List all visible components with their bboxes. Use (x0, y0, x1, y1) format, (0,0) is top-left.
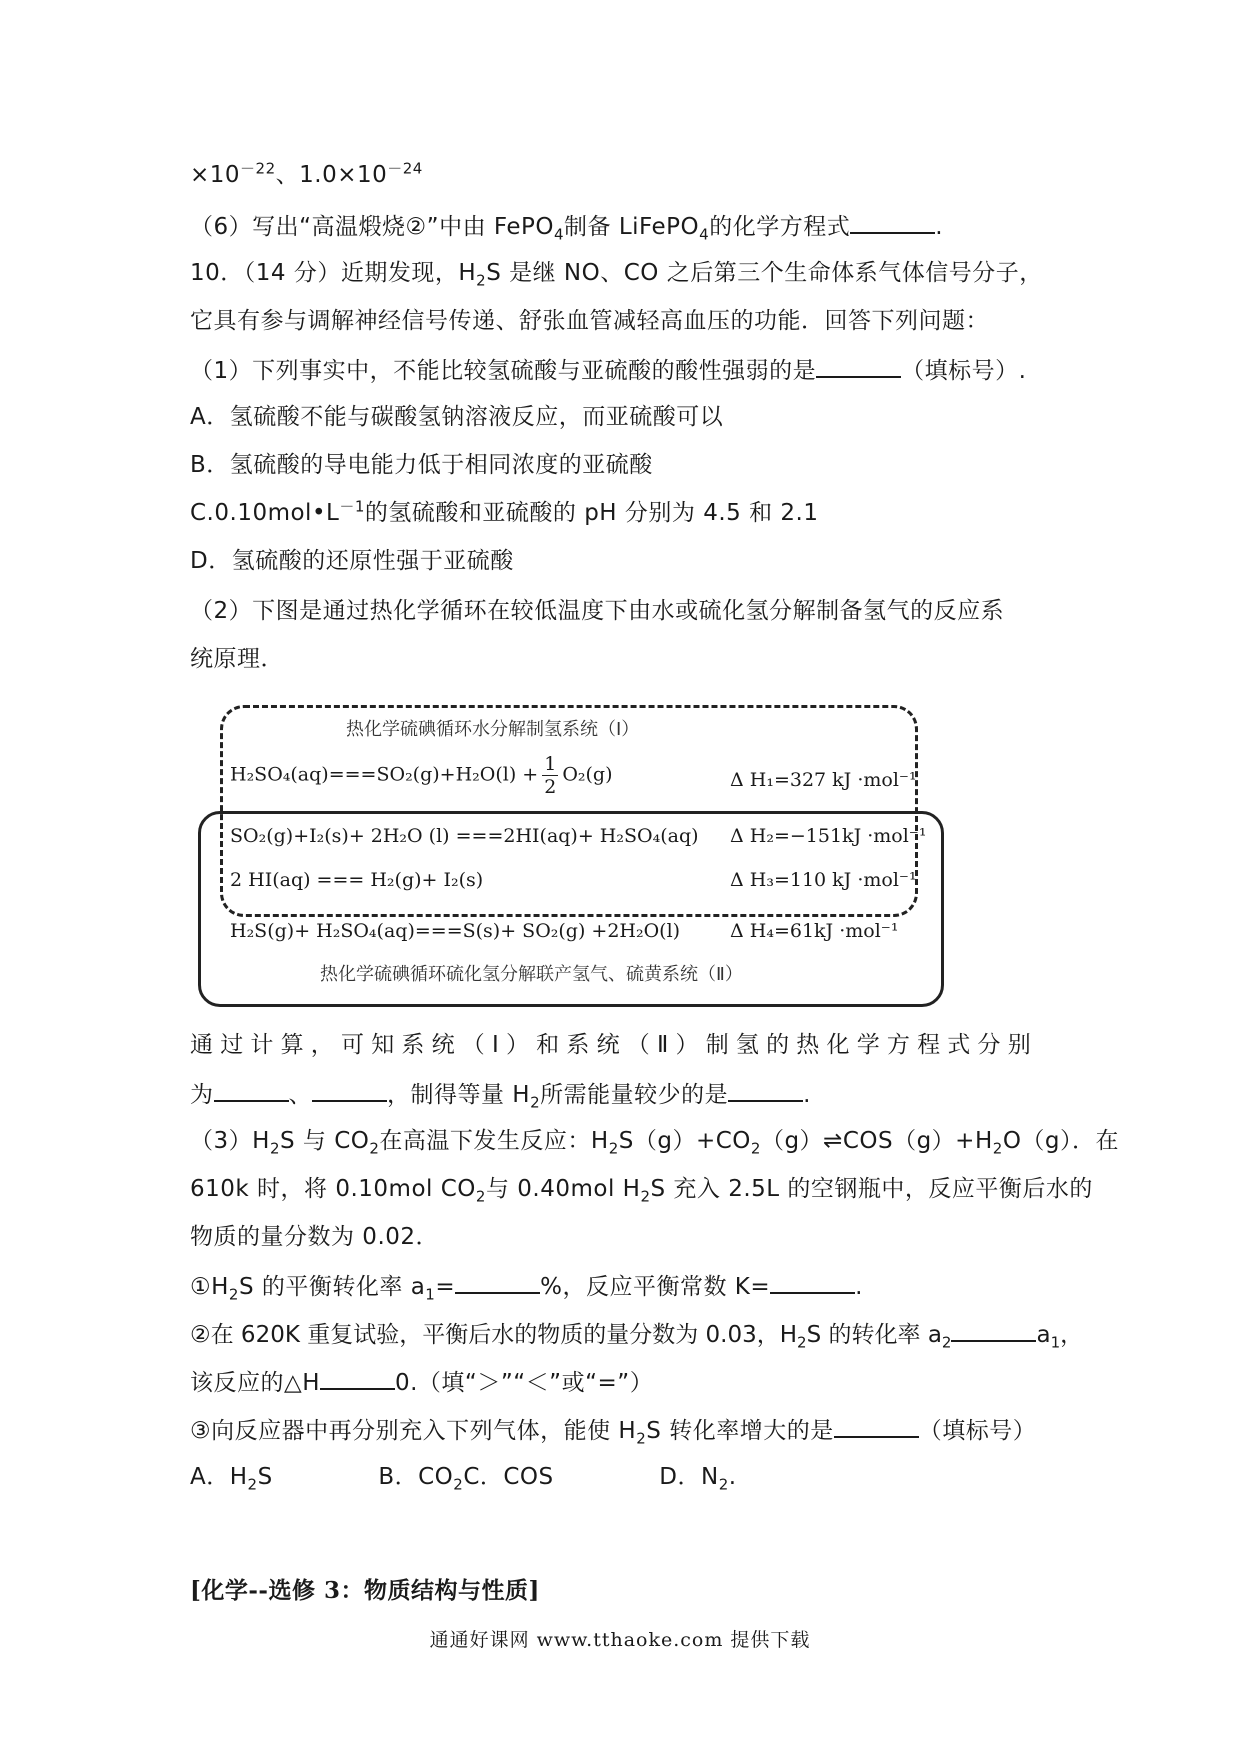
thermochemical-cycle-diagram (190, 695, 950, 1017)
answer-blank[interactable] (850, 210, 935, 234)
text: （2）下图是通过热化学循环在较低温度下由水或硫化氢分解制备氢气的反应系 (190, 598, 1005, 624)
text: 物质的量分数为 0.02． (190, 1224, 440, 1250)
text: S 是继 NO、CO 之后第三个生命体系气体信号分子， (486, 260, 1043, 286)
fraction (542, 753, 558, 798)
part-1-question (190, 354, 1026, 386)
text: = (435, 1274, 456, 1300)
option-c (190, 498, 819, 528)
superscript: －22 (240, 159, 276, 178)
part-3-question: $(3)H_2S$ 与 $CO_2$在高温下发生反应：$H_2S(g)+CO_2(g)\rightleftharpoons COS(g)+H_2O(g)$．在 (190, 1128, 1120, 1158)
equation: O₂(g) (562, 763, 613, 786)
part-3-question-cont: 610k 时，将 0.10mol $CO_2$与 0.40mol $H_2S$ 充入 2.5L 的空钢瓶中，反应平衡后水的 (190, 1176, 1093, 1206)
text: 10．（14 分）近期发现，H (190, 260, 477, 286)
answer-blank[interactable] (816, 354, 901, 378)
sub-question-3-options: A．$H_2S$ B．$CO_2C$．COS D．$N_2$. (190, 1464, 737, 1494)
text: 该反应的△H (190, 1370, 320, 1396)
text: ①H (190, 1274, 229, 1300)
answer-blank[interactable] (770, 1270, 855, 1294)
reaction-3-enthalpy: Δ H₃=110 kJ ·mol⁻¹ (730, 869, 917, 891)
text: . (855, 1274, 863, 1300)
text: O（g）．在 (1002, 1128, 1120, 1154)
text: 通过计算，可知系统（Ⅰ）和系统（Ⅱ）制氢的热化学方程式分别 (190, 1032, 1038, 1058)
reaction-4-enthalpy: Δ H₄=61kJ ·mol⁻¹ (730, 920, 899, 942)
calculation-question-cont: 为 、 ，制得等量 $H_2$所需能量较少的是 . (190, 1078, 811, 1110)
numerator: 1 (544, 753, 557, 775)
answer-blank[interactable] (834, 1414, 919, 1438)
answer-blank[interactable] (951, 1318, 1036, 1342)
text: ， (1060, 1322, 1084, 1348)
text: B．氢硫酸的导电能力低于相同浓度的亚硫酸 (190, 452, 653, 478)
sub-question-2: ②在 620K 重复试验，平衡后水的物质的量分数为 0.03，$H_2S$ 的转化率 $a_2$ $a_1$， (190, 1318, 1083, 1350)
text: （1）下列事实中，不能比较氢硫酸与亚硫酸的酸性强弱的是 (190, 358, 817, 384)
text: ③向反应器中再分别充入下列气体，能使 H (190, 1418, 637, 1444)
text: B．CO (378, 1464, 454, 1490)
text: 它具有参与调解神经信号传递、舒张血管减轻高血压的功能．回答下列问题： (190, 308, 989, 334)
equation: H₂SO₄(aq)===SO₂(g)+H₂O(l) + (230, 763, 539, 786)
text: 统原理． (190, 646, 284, 672)
superscript: －1 (339, 497, 365, 516)
option-d (190, 546, 514, 576)
answer-blank[interactable] (455, 1270, 540, 1294)
text: （g）⇌COS（g）+H (760, 1128, 993, 1154)
answer-blank[interactable] (728, 1078, 803, 1102)
reaction-4: H₂S(g)+ H₂SO₄(aq)===S(s)+ SO₂(g) +2H₂O(l) (230, 920, 681, 942)
text: ，制得等量 H (387, 1082, 531, 1108)
text: 的化学方程式 (709, 214, 851, 240)
reaction-2: SO₂(g)+I₂(s)+ 2H₂O (l) ===2HI(aq)+ H₂SO₄(aq) (230, 825, 699, 847)
text: . (935, 214, 944, 240)
option-b (190, 450, 653, 480)
text: a (1036, 1322, 1051, 1348)
question-10-body (190, 306, 989, 336)
text: ×10 (190, 162, 241, 188)
text: A．H (190, 1464, 248, 1490)
text: 为 (190, 1082, 214, 1108)
answer-blank[interactable] (214, 1078, 289, 1102)
system-1-title: 热化学硫碘循环水分解制氢系统（Ⅰ） (346, 719, 640, 740)
text: S 与 CO (279, 1128, 370, 1154)
question-6: （6）写出“高温煅烧②”中由 FePO$_4$制备 LiFePO$_4$的化学方程式 . (190, 210, 943, 242)
text: A．氢硫酸不能与碳酸氢钠溶液反应，而亚硫酸可以 (190, 404, 724, 430)
sub-question-2-cont (190, 1366, 653, 1398)
text: 、 (288, 1082, 312, 1108)
part-2-question (190, 596, 1004, 626)
text: 、1.0×10 (275, 162, 388, 188)
text: ②在 620K 重复试验，平衡后水的物质的量分数为 0.03，H (190, 1322, 798, 1348)
text: . (728, 1464, 737, 1490)
reaction-3: 2 HI(aq) === H₂(g)+ I₂(s) (230, 869, 484, 891)
answer-blank[interactable] (312, 1078, 387, 1102)
text: （填标号） (918, 1418, 1037, 1444)
section-heading: [化学--选修 3：物质结构与性质] (190, 1577, 540, 1604)
option-a (190, 402, 723, 432)
denominator: 2 (544, 776, 557, 798)
sub-question-3: ③向反应器中再分别充入下列气体，能使 $H_2S$ 转化率增大的是 （填标号） (190, 1414, 1036, 1446)
answer-blank[interactable] (320, 1366, 395, 1390)
part-3-question-cont2 (190, 1222, 439, 1252)
text: 的氢硫酸和亚硫酸的 pH 分别为 4.5 和 2.1 (364, 500, 819, 526)
text: . (803, 1082, 811, 1108)
reaction-1 (230, 753, 613, 798)
text: 与 0.40mol H (485, 1176, 641, 1202)
text: 610k 时，将 0.10mol CO (190, 1176, 476, 1202)
text: S（g）+CO (618, 1128, 751, 1154)
superscript: －24 (387, 159, 423, 178)
question-10-header: 10．（14 分）近期发现，$H_2S$ 是继 NO、CO 之后第三个生命体系气体信号分子， (190, 260, 1043, 290)
text: 制备 LiFePO (564, 214, 700, 240)
text: D．氢硫酸的还原性强于亚硫酸 (190, 548, 514, 574)
sub-question-1: $①H_2S$ 的平衡转化率 $a_1=$ %，反应平衡常数 K= . (190, 1270, 863, 1302)
reaction-2-enthalpy: Δ H₂=−151kJ ·mol⁻¹ (730, 825, 927, 847)
footer-credit: 通通好课网 www.tthaoke.com 提供下载 (429, 1629, 811, 1651)
text: S 的平衡转化率 a (238, 1274, 426, 1300)
text: C.0.10mol•L (190, 500, 340, 526)
text: 在高温下发生反应：H (379, 1128, 609, 1154)
text: S 充入 2.5L 的空钢瓶中，反应平衡后水的 (650, 1176, 1093, 1202)
text: C．COS (463, 1464, 554, 1490)
text: S (257, 1464, 273, 1490)
text: （6）写出“高温煅烧②”中由 FePO (190, 214, 554, 240)
text: S 转化率增大的是 (646, 1418, 834, 1444)
text: D．N (659, 1464, 719, 1490)
system-2-title: 热化学硫碘循环硫化氢分解联产氢气、硫黄系统（Ⅱ） (320, 964, 743, 985)
text-line-exponent (190, 160, 423, 190)
text: S 的转化率 a (806, 1322, 942, 1348)
part-2-question-cont (190, 644, 284, 674)
text: %，反应平衡常数 K= (540, 1274, 771, 1300)
calculation-question (190, 1030, 1038, 1060)
reaction-1-enthalpy: Δ H₁=327 kJ ·mol⁻¹ (730, 769, 917, 791)
text: 所需能量较少的是 (540, 1082, 729, 1108)
text: （填标号）. (901, 358, 1027, 384)
text: 0.（填“＞”“＜”或“=”） (394, 1370, 654, 1396)
text: （3）H (190, 1128, 270, 1154)
